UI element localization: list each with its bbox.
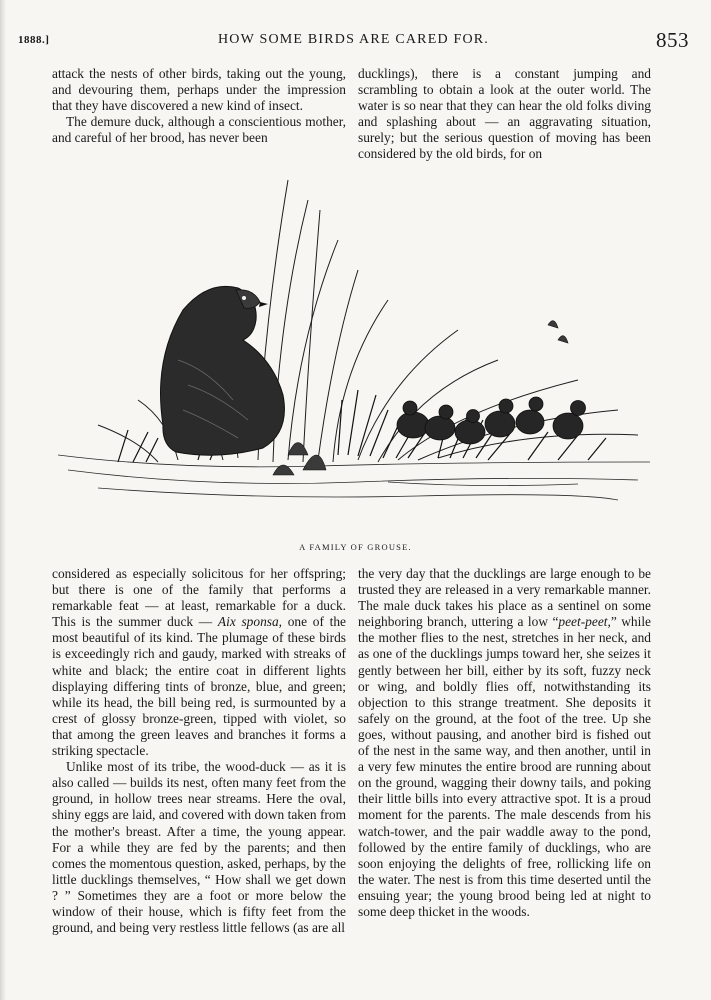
paragraph: The demure duck, although a conscientious mother, and careful of her brood, has never been <box>52 114 346 146</box>
article-title: HOW SOME BIRDS ARE CARED FOR. <box>217 32 490 47</box>
chicks <box>397 397 586 444</box>
grouse-illustration <box>58 170 650 530</box>
paragraph: ducklings), there is a constant jumping and scrambling to obtain a look at the outer world. The water is so near that they can hear the old folks diving and splashing about — an aggravating situation, surely; but the serious question of moving has been considered by the old birds, for on <box>358 66 651 162</box>
bird-call: peet-peet, <box>558 614 611 630</box>
figure-caption: A FAMILY OF GROUSE. <box>299 542 412 552</box>
leaves <box>273 321 568 475</box>
ground <box>58 455 650 500</box>
paragraph: Unlike most of its tribe, the wood-duck — as it is also called — builds its nest, often many feet from the ground, in hollow trees near streams. Here the oval, shiny eggs are laid, and covered with down taken from the mother's breast. After a time, the young appear. For a while they are fed by the parents; and then comes the momentous question, asked, perhaps, by the little ducklings themselves, “ How shall we get down ? ” Sometimes they are a foot or more below the window of their house, which is fifty feet from the ground, and being very restless little fellows (as are all <box>52 759 346 936</box>
running-head <box>18 30 689 52</box>
column-bottom-left <box>52 566 346 936</box>
paragraph: attack the nests of other birds, taking out the young, and devouring them, perhaps under the impression that they have discovered a new kind of insect. <box>52 66 346 114</box>
species-name: Aix sponsa, <box>217 614 283 630</box>
text-run: ” while the mother flies to the nest, stretches in her neck, and as one of the ducklings jumps toward her, she seizes it gently between her bill, either by its soft, fuzzy neck or wing, and boldly flies off, notwithstanding its objection to this strange treatment. She deposits it safely on the ground, at the foot of the tree. Up she goes, without pausing, and another bird is fished out of the nest in the same way, and then another, until in a very few minutes the entire brood are running about on the ground, wagging their downy tails, and poking their little bills into every attractive spot. It is a proud moment for the parents. The male descends from his watch-tower, and the pair waddle away to the pond, followed by the entire family of ducklings, who are soon enjoying the delights of free, rollicking life on the water. The nest is from this time deserted until the ensuing year; the young brood being led at night to some deep thicket in the woods. <box>358 614 651 919</box>
column-top-right <box>358 66 651 163</box>
column-top-left <box>52 66 346 146</box>
text-run: one of the most beautiful of its kind. The plumage of these birds is exceedingly rich and gaudy, marked with streaks of white and black; the entire coat in different lights displaying differing tints of bronze, blue, and green; while its head, the bill being red, is surmounted by a crest of glossy bronze-green, tipped with violet, so that among the green leaves and branches it forms a striking spectacle. <box>52 614 347 759</box>
mother-grouse <box>161 286 285 455</box>
issue-year: 1888.] <box>18 34 50 46</box>
text-run: the very day that the ducklings are large enough to be trusted they are released in a very remarkable manner. The male duck takes his place as a sentinel on some neighboring branch, uttering a low “ <box>358 566 651 630</box>
paragraph <box>52 566 346 759</box>
text-run: considered as especially solicitous for her offspring; but there is one of the family that performs a remarkable feat — at least, remarkable for a duck. This is the summer duck — <box>52 566 346 630</box>
scan-shadow <box>0 0 6 1000</box>
column-bottom-right <box>358 566 651 920</box>
page-number: 853 <box>656 28 689 52</box>
paragraph <box>358 566 651 920</box>
